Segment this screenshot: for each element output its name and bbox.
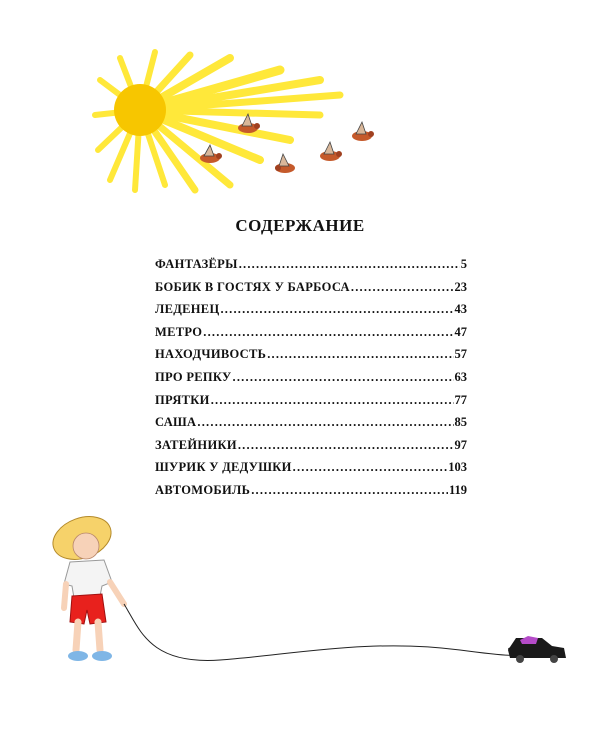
- toc-page-number: 5: [460, 257, 467, 271]
- toy-car-icon: [508, 636, 566, 663]
- toc-row[interactable]: [155, 276, 467, 299]
- toc-leader-dots: [239, 253, 460, 276]
- toc-entry-title: БОБИК В ГОСТЯХ У БАРБОСА: [155, 279, 350, 294]
- toc-entry-title: АВТОМОБИЛЬ: [155, 482, 251, 497]
- toc-page-number: 103: [448, 460, 467, 475]
- toc-page-number: 23: [454, 279, 467, 294]
- toc-row[interactable]: [155, 434, 467, 457]
- toc-leader-dots: [293, 456, 448, 479]
- toc-leader-dots: [233, 366, 454, 389]
- toc-leader-dots: [197, 411, 453, 434]
- page-title: СОДЕРЖАНИЕ: [235, 216, 365, 235]
- toc-row[interactable]: [155, 389, 467, 412]
- toc-entry-title: ЛЕДЕНЕЦ: [155, 302, 220, 317]
- toc-row[interactable]: [155, 343, 467, 366]
- bird-icon: [320, 142, 342, 161]
- toc-row[interactable]: [155, 253, 467, 276]
- toc-row[interactable]: [155, 479, 467, 502]
- bird-icon: [238, 114, 260, 133]
- bird-icon: [352, 122, 374, 141]
- toc-leader-dots: [267, 343, 453, 366]
- toc-page-number: 63: [454, 369, 467, 384]
- toc-entry-title: ШУРИК У ДЕДУШКИ: [155, 460, 292, 475]
- toc-leader-dots: [203, 321, 453, 344]
- toc-entry-title: САША: [155, 415, 197, 430]
- toc-leader-dots: [220, 298, 453, 321]
- toc-entry-title: ЗАТЕЙНИКИ: [155, 437, 237, 452]
- toc-entry-title: ФАНТАЗЁРЫ: [155, 257, 238, 271]
- toc-page-number: 57: [454, 347, 467, 362]
- toc-leader-dots: [351, 276, 454, 299]
- boy-figure: [47, 509, 124, 661]
- bird-icon: [200, 145, 222, 163]
- sun-disc: [114, 84, 166, 136]
- toc-row[interactable]: [155, 366, 467, 389]
- toc-row[interactable]: [155, 321, 467, 344]
- toc-leader-dots: [238, 434, 454, 457]
- bird-icon: [275, 154, 295, 173]
- shoe-icon: [68, 651, 88, 661]
- toc-entry-title: ПРЯТКИ: [155, 392, 210, 407]
- boy-with-toy-car-illustration: [40, 500, 580, 680]
- toc-row[interactable]: [155, 456, 467, 479]
- toc-page-number: 43: [454, 302, 467, 317]
- toc-page-number: 119: [448, 482, 467, 497]
- toc-entry-title: НАХОДЧИВОСТЬ: [155, 347, 267, 362]
- toc-page-number: 47: [454, 324, 467, 339]
- toc-page-number: 97: [454, 437, 467, 452]
- toc-page-number: 77: [454, 392, 467, 407]
- toc-entry-title: ПРО РЕПКУ: [155, 369, 232, 384]
- pull-string: [124, 604, 515, 660]
- toc-row[interactable]: [155, 298, 467, 321]
- table-of-contents: [155, 253, 467, 502]
- toc-leader-dots: [251, 479, 448, 502]
- toc-page-number: 85: [454, 415, 467, 430]
- shoe-icon: [92, 651, 112, 661]
- sun-illustration: [80, 40, 440, 210]
- toc-entry-title: МЕТРО: [155, 324, 203, 339]
- toc-leader-dots: [211, 389, 454, 412]
- toc-row[interactable]: [155, 411, 467, 434]
